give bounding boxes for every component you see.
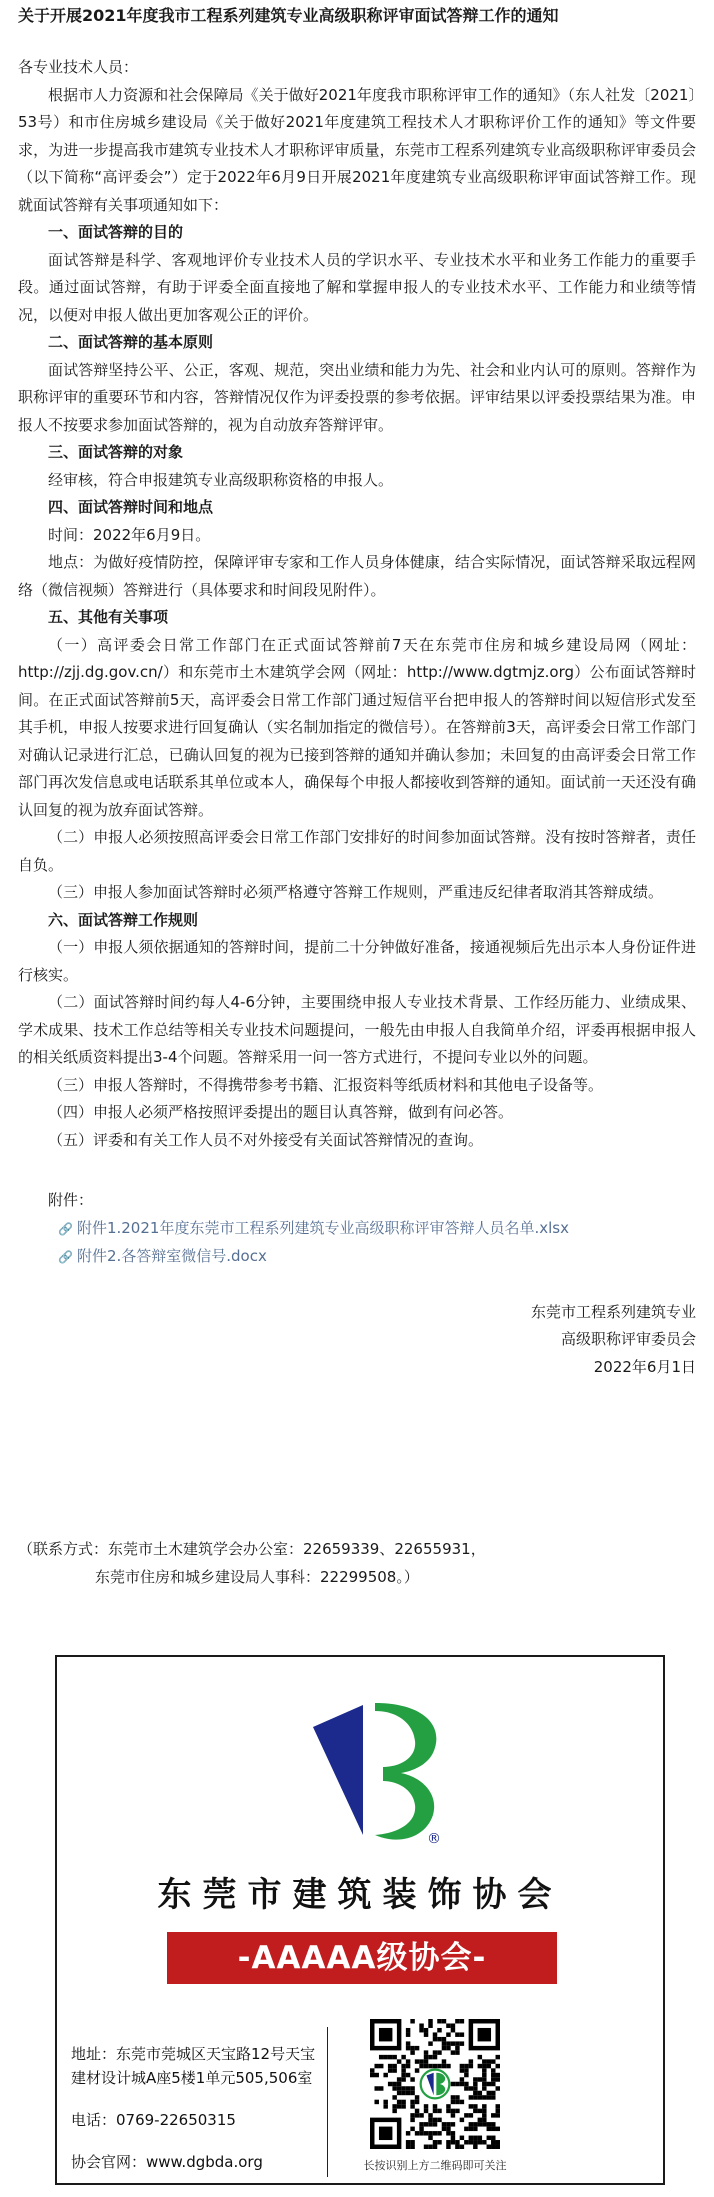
section-heading: 二、面试答辩的基本原则	[48, 333, 214, 351]
attachments-label: 附件：	[48, 1191, 94, 1209]
section-paragraph: （二）面试答辩时间约每人4-6分钟，主要围绕申报人专业技术背景、工作经历能力、业绩成果、学术成果、技术工作总结等相关专业技术问题提问，一般先由申报人自我简单介绍，评委再根据申报人的相关纸质资料提出3-4个问题。答辩采用一问一答方式进行，不提问专业以外的问题。	[18, 993, 696, 1066]
spacer	[18, 1154, 696, 1181]
contact-line-1: （联系方式：东莞市土木建筑学会办公室：22659339、22655931，	[18, 1540, 486, 1558]
attachment-link-1[interactable]: 附件1.2021年度东莞市工程系列建筑专业高级职称评审答辩人员名单.xlsx	[76, 1218, 569, 1237]
section-paragraph: 面试答辩坚持公平、公正，客观、规范，突出业绩和能力为先、社会和业内认可的原则。答辩作为职称评审的重要环节和内容，答辩情况仅作为评委投票的参考依据。评审结果以评委投票结果为准。申报人不按要求参加面试答辩的，视为自动放弃答辩评审。	[18, 360, 696, 434]
signature-org-line1: 东莞市工程系列建筑专业	[530, 1302, 696, 1321]
link-icon: 🔗	[58, 1250, 73, 1264]
intro-paragraph: 根据市人力资源和社会保障局《关于做好2021年度我市职称评审工作的通知》（东人社发〔2021〕53号）和市住房城乡建设局《关于做好2021年度建筑工程技术人才职称评价工作的通知》等文件要求，为进一步提高我市建筑专业技术人才职称评审质量，东莞市工程系列建筑专业高级职称评审委员会（以下简称“高评委会”）定于2022年6月9日开展2021年度建筑专业高级职称评审面试答辩工作。现就面试答辩有关事项通知如下：	[18, 85, 696, 214]
section-paragraph: （一）高评委会日常工作部门在正式面试答辩前7天在东莞市住房和城乡建设局网（网址：http://zjj.dg.gov.cn/）和东莞市土木建筑学会网（网址：http://www.dgtmjz.org）公布面试答辩时间。在正式面试答辩前5天，高评委会日常工作部门通过短信平台把申报人的答辩时间以短信形式发至其手机，申报人按要求进行回复确认（实名制加指定的微信号）。在答辩前3天，高评委会日常工作部门对确认记录进行汇总，已确认回复的视为已接到答辩的通知并确认参加；未回复的由高评委会日常工作部门再次发信息或电话联系其单位或本人，确保每个申报人都接收到答辩的通知。面试前一天还没有确认回复的视为放弃面试答辩。	[18, 635, 696, 819]
signature-org-line2: 高级职称评审委员会	[560, 1330, 696, 1348]
rating-banner: -AAAAA级协会-	[167, 1932, 557, 1984]
section-paragraph: （五）评委和有关工作人员不对外接受有关面试答辩情况的查询。	[48, 1130, 484, 1149]
section-paragraph: 面试答辩是科学、客观地评价专业技术人员的学识水平、专业技术水平和业务工作能力的重要手段。通过面试答辩，有助于评委全面直接地了解和掌握申报人的专业技术水平、工作能力和业绩等情况，以便对申报人做出更加客观公正的评价。	[18, 250, 696, 324]
contact-info	[18, 1535, 698, 1591]
section-paragraph: （一）申报人须依据通知的答辩时间，提前二十分钟做好准备，接通视频后先出示本人身份证件进行核实。	[18, 938, 696, 984]
signature-date: 2022年6月1日	[593, 1357, 696, 1376]
section-paragraph: （二）申报人必须按照高评委会日常工作部门安排好的时间参加面试答辩。没有按时答辩者，责任自负。	[18, 828, 696, 874]
section-paragraph: 地点：为做好疫情防控，保障评审专家和工作人员身体健康，结合实际情况，面试答辩采取远程网络（微信视频）答辩进行（具体要求和时间段见附件）。	[18, 553, 696, 599]
section-paragraph: （三）申报人答辩时，不得携带参考书籍、汇报资料等纸质材料和其他电子设备等。	[48, 1075, 604, 1094]
attachment-link-2[interactable]: 附件2.各答辩室微信号.docx	[76, 1247, 267, 1265]
section-heading: 三、面试答辩的对象	[48, 443, 184, 461]
association-logo-icon	[305, 1697, 455, 1847]
section-paragraph: （四）申报人必须严格按照评委提出的题目认真答辩，做到有问必答。	[48, 1103, 514, 1121]
spacer	[18, 1272, 696, 1299]
page-title: 关于开展2021年度我市工程系列建筑专业高级职称评审面试答辩工作的通知	[18, 6, 559, 25]
section-heading: 五、其他有关事项	[48, 608, 169, 626]
association-phone: 电话：0769-22650315	[71, 2111, 236, 2129]
association-address: 地址：东莞市莞城区天宝路12号天宝建材设计城A座5楼1单元505,506室	[71, 2045, 316, 2087]
section-heading: 六、面试答辩工作规则	[48, 910, 199, 929]
attachment-item	[18, 1243, 696, 1272]
link-icon: 🔗	[58, 1221, 73, 1236]
section-paragraph: 经审核，符合申报建筑专业高级职称资格的申报人。	[48, 470, 394, 489]
qr-caption: 长按识别上方二维码即可关注	[363, 2159, 507, 2172]
association-card	[55, 1655, 665, 2185]
section-heading: 四、面试答辩时间和地点	[48, 498, 214, 516]
section-heading: 一、面试答辩的目的	[48, 223, 184, 241]
section-paragraph: （三）申报人参加面试答辩时必须严格遵守答辩工作规则，严重违反纪律者取消其答辩成绩。	[48, 883, 664, 901]
qr-code-icon	[370, 2019, 500, 2149]
registered-mark: ®	[427, 1831, 441, 1847]
notice-body	[18, 54, 696, 1381]
attachment-item	[18, 1215, 696, 1244]
card-divider	[327, 2027, 328, 2177]
contact-line-2: 东莞市住房和城乡建设局人事科：22299508。）	[95, 1568, 419, 1586]
association-name: 东莞市建筑装饰协会	[157, 1875, 563, 1915]
attachment-list	[18, 1215, 696, 1272]
association-website: 协会官网：www.dgbda.org	[71, 2153, 263, 2171]
association-contact	[71, 2042, 321, 2174]
section-paragraph: 时间：2022年6月9日。	[48, 525, 211, 544]
salutation: 各专业技术人员：	[18, 58, 139, 76]
